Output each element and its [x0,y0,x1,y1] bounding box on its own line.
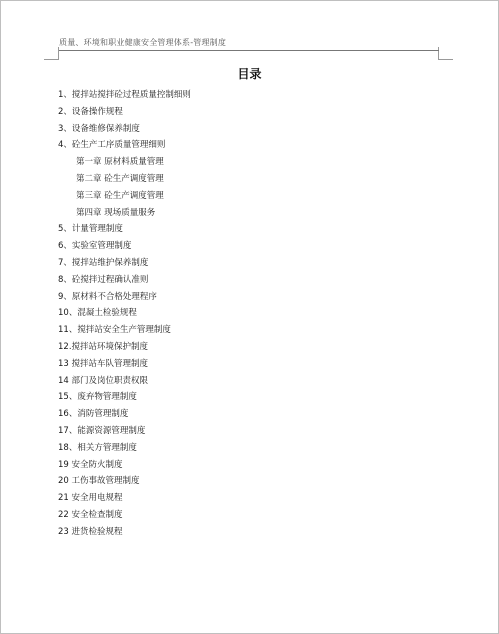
toc-item[interactable]: 19 安全防火制度 [58,459,123,470]
toc-item[interactable]: 12.搅拌站环境保护制度 [58,341,149,352]
toc-item[interactable]: 10、混凝土检验规程 [58,308,137,319]
toc-subitem[interactable]: 第四章 现场质量服务 [76,207,156,218]
toc-item[interactable]: 18、相关方管理制度 [58,442,137,453]
toc-item[interactable]: 6、实验室管理制度 [58,241,132,252]
toc-item[interactable]: 2、设备操作规程 [58,106,123,117]
toc-item[interactable]: 16、消防管理制度 [58,409,129,420]
toc-item[interactable]: 11、搅拌站安全生产管理制度 [58,325,171,336]
header-divider [59,50,439,51]
toc-item[interactable]: 17、能源资源管理制度 [58,425,146,436]
page-header: 质量、环境和职业健康安全管理体系-管理制度 [59,38,227,47]
toc-item[interactable]: 15、废弃物管理制度 [58,392,137,403]
toc-item[interactable]: 9、原材料不合格处理程序 [58,291,157,302]
page-title: 目录 [237,67,262,81]
toc-item[interactable]: 8、砼搅拌过程确认准则 [58,274,149,285]
toc-item[interactable]: 14 部门及岗位职责权限 [58,375,149,386]
toc-item[interactable]: 21 安全用电规程 [58,493,123,504]
toc-item[interactable]: 4、砼生产工序质量管理细则 [58,140,166,151]
crop-mark-top-left [44,47,59,60]
toc-item[interactable]: 7、搅拌站维护保养制度 [58,257,149,268]
table-of-contents [58,87,191,541]
toc-item[interactable]: 1、搅拌站搅拌砼过程质量控制细则 [58,90,191,100]
toc-item[interactable]: 20 工伤事故管理制度 [58,476,140,487]
toc-item[interactable]: 22 安全检查制度 [58,509,123,520]
toc-item[interactable]: 23 进货检验规程 [58,526,123,537]
toc-item[interactable]: 13 搅拌站车队管理制度 [58,358,149,369]
toc-subitem[interactable]: 第二章 砼生产调度管理 [76,173,164,184]
toc-subitem[interactable]: 第一章 原材料质量管理 [76,157,164,168]
toc-item[interactable]: 5、计量管理制度 [58,224,123,235]
crop-mark-top-right [438,47,453,60]
toc-item[interactable]: 3、设备维修保养制度 [58,123,140,134]
toc-subitem[interactable]: 第三章 砼生产调度管理 [76,190,164,201]
